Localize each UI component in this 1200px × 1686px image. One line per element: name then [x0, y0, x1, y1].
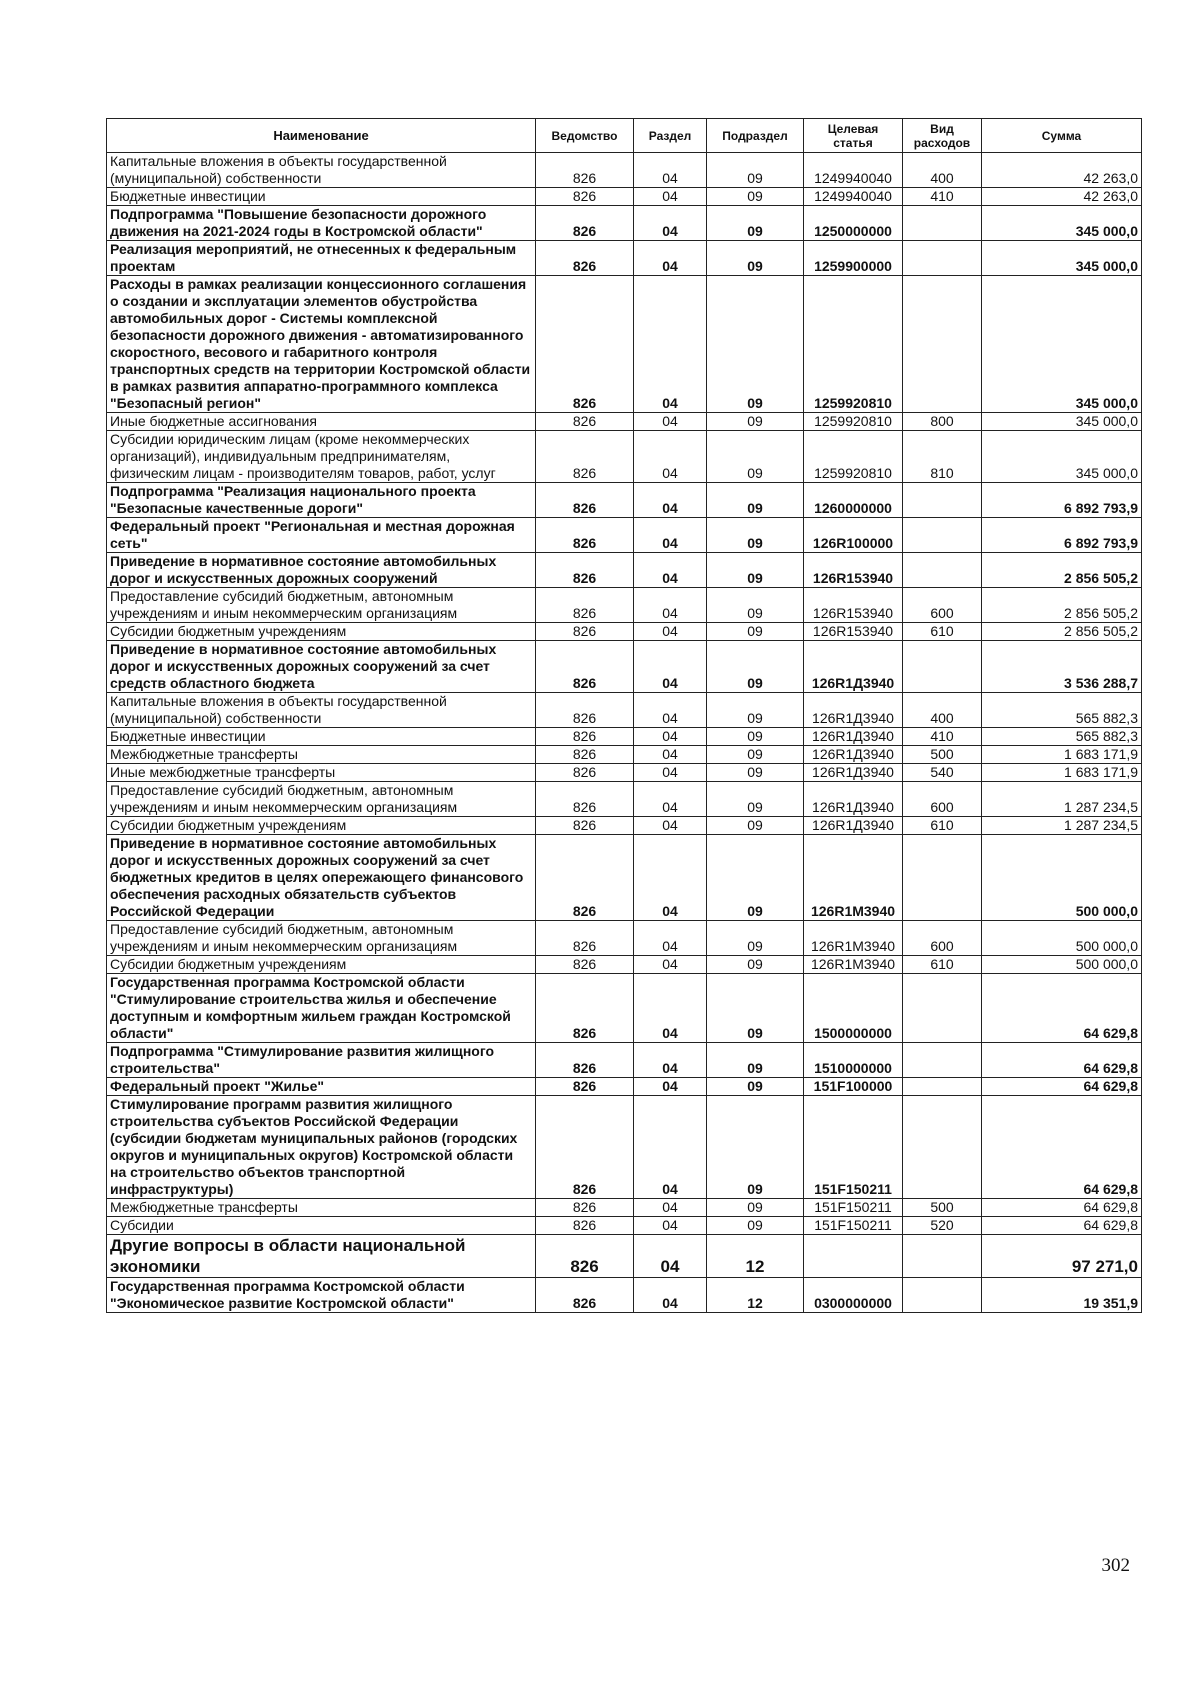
table-row [107, 241, 1142, 276]
row-subsection-cell: 12 [707, 1278, 804, 1313]
row-name-cell: Приведение в нормативное состояние автомобильных дорог и искусственных дорожных сооружений за счет средств областного бюджета [107, 641, 536, 693]
row-dept-cell: 826 [536, 153, 634, 188]
row-kind-cell [903, 518, 982, 553]
row-sum-cell: 345 000,0 [982, 241, 1142, 276]
table-row [107, 588, 1142, 623]
row-name-cell: Субсидии бюджетным учреждениям [107, 817, 536, 835]
row-target-cell: 1249940040 [804, 188, 903, 206]
row-name-cell: Приведение в нормативное состояние автомобильных дорог и искусственных дорожных сооружений за счет бюджетных кредитов в целях опережающего финансового обеспечения расходных обязательств субъектов Российской Федерации [107, 835, 536, 921]
row-dept-cell: 826 [536, 1217, 634, 1235]
row-dept-cell: 826 [536, 1078, 634, 1096]
row-sum-cell: 1 287 234,5 [982, 782, 1142, 817]
row-section-cell: 04 [634, 746, 707, 764]
row-dept-cell: 826 [536, 553, 634, 588]
row-subsection-cell: 09 [707, 553, 804, 588]
row-dept-cell: 826 [536, 746, 634, 764]
row-dept-cell: 826 [536, 764, 634, 782]
row-sum-cell: 64 629,8 [982, 974, 1142, 1043]
row-section-cell: 04 [634, 623, 707, 641]
row-dept-cell: 826 [536, 921, 634, 956]
row-kind-cell [903, 241, 982, 276]
row-sum-cell: 1 683 171,9 [982, 746, 1142, 764]
row-kind-cell [903, 1078, 982, 1096]
row-name-cell: Капитальные вложения в объекты государственной (муниципальной) собственности [107, 693, 536, 728]
row-kind-cell: 610 [903, 956, 982, 974]
row-target-cell: 126R1М3940 [804, 921, 903, 956]
row-section-cell: 04 [634, 518, 707, 553]
row-kind-cell: 500 [903, 1199, 982, 1217]
row-name-cell: Субсидии бюджетным учреждениям [107, 623, 536, 641]
row-dept-cell: 826 [536, 588, 634, 623]
row-name-cell: Государственная программа Костромской области "Стимулирование строительства жилья и обеспечение доступным и комфортным жильем граждан Костромской области" [107, 974, 536, 1043]
row-target-cell: 151F100000 [804, 1078, 903, 1096]
row-dept-cell: 826 [536, 956, 634, 974]
table-row [107, 956, 1142, 974]
row-sum-cell: 345 000,0 [982, 431, 1142, 483]
row-sum-cell: 500 000,0 [982, 835, 1142, 921]
table-row [107, 782, 1142, 817]
row-name-cell: Предоставление субсидий бюджетным, автономным учреждениям и иным некоммерческим организациям [107, 782, 536, 817]
row-target-cell: 0300000000 [804, 1278, 903, 1313]
row-sum-cell: 2 856 505,2 [982, 553, 1142, 588]
row-subsection-cell: 09 [707, 1199, 804, 1217]
row-sum-cell: 19 351,9 [982, 1278, 1142, 1313]
row-kind-cell [903, 276, 982, 413]
row-name-cell: Подпрограмма "Повышение безопасности дорожного движения на 2021-2024 годы в Костромской области" [107, 206, 536, 241]
row-target-cell: 1510000000 [804, 1043, 903, 1078]
row-section-cell: 04 [634, 974, 707, 1043]
row-target-cell: 1249940040 [804, 153, 903, 188]
row-target-cell: 151F150211 [804, 1217, 903, 1235]
row-target-cell: 1260000000 [804, 483, 903, 518]
table-header-row [107, 119, 1142, 153]
table-row [107, 974, 1142, 1043]
row-subsection-cell: 09 [707, 588, 804, 623]
row-sum-cell: 42 263,0 [982, 153, 1142, 188]
row-section-cell: 04 [634, 553, 707, 588]
table-body [107, 153, 1142, 1313]
row-kind-cell: 600 [903, 588, 982, 623]
row-kind-cell [903, 483, 982, 518]
row-dept-cell: 826 [536, 1235, 634, 1278]
row-dept-cell: 826 [536, 641, 634, 693]
row-name-cell: Федеральный проект "Жилье" [107, 1078, 536, 1096]
row-target-cell: 126R100000 [804, 518, 903, 553]
row-kind-cell: 610 [903, 817, 982, 835]
row-section-cell: 04 [634, 782, 707, 817]
row-subsection-cell: 12 [707, 1235, 804, 1278]
row-target-cell: 1259920810 [804, 276, 903, 413]
row-dept-cell: 826 [536, 1199, 634, 1217]
row-name-cell: Межбюджетные трансферты [107, 1199, 536, 1217]
row-kind-cell: 500 [903, 746, 982, 764]
row-sum-cell: 345 000,0 [982, 276, 1142, 413]
row-sum-cell: 64 629,8 [982, 1096, 1142, 1199]
header-dept: Ведомство [536, 119, 634, 153]
row-dept-cell: 826 [536, 974, 634, 1043]
row-subsection-cell: 09 [707, 276, 804, 413]
row-subsection-cell: 09 [707, 188, 804, 206]
row-subsection-cell: 09 [707, 1217, 804, 1235]
row-dept-cell: 826 [536, 835, 634, 921]
row-target-cell: 1259920810 [804, 431, 903, 483]
budget-table-container [106, 118, 1141, 1313]
row-dept-cell: 826 [536, 1096, 634, 1199]
row-dept-cell: 826 [536, 728, 634, 746]
row-subsection-cell: 09 [707, 518, 804, 553]
row-target-cell: 126R1М3940 [804, 956, 903, 974]
table-row [107, 835, 1142, 921]
row-subsection-cell: 09 [707, 746, 804, 764]
row-sum-cell: 345 000,0 [982, 413, 1142, 431]
row-sum-cell: 6 892 793,9 [982, 483, 1142, 518]
table-row [107, 1043, 1142, 1078]
table-row [107, 206, 1142, 241]
row-subsection-cell: 09 [707, 817, 804, 835]
row-subsection-cell: 09 [707, 921, 804, 956]
header-kind: Вид расходов [903, 119, 982, 153]
row-dept-cell: 826 [536, 518, 634, 553]
row-subsection-cell: 09 [707, 764, 804, 782]
row-subsection-cell: 09 [707, 241, 804, 276]
row-section-cell: 04 [634, 835, 707, 921]
row-subsection-cell: 09 [707, 835, 804, 921]
row-sum-cell: 565 882,3 [982, 728, 1142, 746]
row-section-cell: 04 [634, 188, 707, 206]
row-section-cell: 04 [634, 153, 707, 188]
row-name-cell: Иные бюджетные ассигнования [107, 413, 536, 431]
row-target-cell: 1259900000 [804, 241, 903, 276]
row-subsection-cell: 09 [707, 623, 804, 641]
row-name-cell: Стимулирование программ развития жилищного строительства субъектов Российской Федерации (субсидии бюджетам муниципальных районов (городских округов и муниципальных округов) Костромской области на строительство объектов транспортной инфраструктуры) [107, 1096, 536, 1199]
row-name-cell: Капитальные вложения в объекты государственной (муниципальной) собственности [107, 153, 536, 188]
row-target-cell: 126R1Д3940 [804, 746, 903, 764]
row-kind-cell [903, 1096, 982, 1199]
row-subsection-cell: 09 [707, 782, 804, 817]
header-subsection: Подраздел [707, 119, 804, 153]
row-kind-cell: 800 [903, 413, 982, 431]
row-target-cell: 126R1Д3940 [804, 728, 903, 746]
row-name-cell: Государственная программа Костромской области "Экономическое развитие Костромской области" [107, 1278, 536, 1313]
row-sum-cell: 2 856 505,2 [982, 623, 1142, 641]
row-target-cell: 151F150211 [804, 1096, 903, 1199]
row-name-cell: Предоставление субсидий бюджетным, автономным учреждениям и иным некоммерческим организациям [107, 588, 536, 623]
row-target-cell: 1500000000 [804, 974, 903, 1043]
row-sum-cell: 42 263,0 [982, 188, 1142, 206]
row-sum-cell: 64 629,8 [982, 1217, 1142, 1235]
row-sum-cell: 2 856 505,2 [982, 588, 1142, 623]
row-name-cell: Иные межбюджетные трансферты [107, 764, 536, 782]
table-row [107, 693, 1142, 728]
table-row [107, 746, 1142, 764]
row-section-cell: 04 [634, 1078, 707, 1096]
table-row [107, 1235, 1142, 1278]
row-dept-cell: 826 [536, 188, 634, 206]
row-sum-cell: 64 629,8 [982, 1199, 1142, 1217]
row-dept-cell: 826 [536, 693, 634, 728]
header-sum: Сумма [982, 119, 1142, 153]
table-row [107, 764, 1142, 782]
row-sum-cell: 64 629,8 [982, 1078, 1142, 1096]
row-dept-cell: 826 [536, 782, 634, 817]
table-row [107, 153, 1142, 188]
row-kind-cell: 810 [903, 431, 982, 483]
row-kind-cell: 540 [903, 764, 982, 782]
row-sum-cell: 3 536 288,7 [982, 641, 1142, 693]
table-row [107, 1078, 1142, 1096]
row-section-cell: 04 [634, 728, 707, 746]
row-target-cell: 126R153940 [804, 588, 903, 623]
row-name-cell: Бюджетные инвестиции [107, 188, 536, 206]
row-target-cell: 126R1Д3940 [804, 764, 903, 782]
row-section-cell: 04 [634, 1043, 707, 1078]
row-dept-cell: 826 [536, 483, 634, 518]
row-target-cell: 126R1Д3940 [804, 693, 903, 728]
row-section-cell: 04 [634, 276, 707, 413]
table-row [107, 413, 1142, 431]
row-sum-cell: 97 271,0 [982, 1235, 1142, 1278]
row-section-cell: 04 [634, 206, 707, 241]
row-dept-cell: 826 [536, 1278, 634, 1313]
row-name-cell: Субсидии [107, 1217, 536, 1235]
table-row [107, 483, 1142, 518]
row-section-cell: 04 [634, 483, 707, 518]
table-row [107, 921, 1142, 956]
row-subsection-cell: 09 [707, 1078, 804, 1096]
row-name-cell: Федеральный проект "Региональная и местная дорожная сеть" [107, 518, 536, 553]
row-kind-cell [903, 1235, 982, 1278]
row-subsection-cell: 09 [707, 413, 804, 431]
row-target-cell [804, 1235, 903, 1278]
row-dept-cell: 826 [536, 276, 634, 413]
row-target-cell: 126R1М3940 [804, 835, 903, 921]
row-name-cell: Предоставление субсидий бюджетным, автономным учреждениям и иным некоммерческим организациям [107, 921, 536, 956]
table-row [107, 641, 1142, 693]
row-sum-cell: 6 892 793,9 [982, 518, 1142, 553]
row-section-cell: 04 [634, 413, 707, 431]
row-section-cell: 04 [634, 956, 707, 974]
budget-table [106, 118, 1142, 1313]
row-name-cell: Приведение в нормативное состояние автомобильных дорог и искусственных дорожных сооружений [107, 553, 536, 588]
row-sum-cell: 1 287 234,5 [982, 817, 1142, 835]
row-kind-cell: 610 [903, 623, 982, 641]
row-subsection-cell: 09 [707, 431, 804, 483]
row-target-cell: 1250000000 [804, 206, 903, 241]
row-kind-cell: 600 [903, 782, 982, 817]
row-sum-cell: 500 000,0 [982, 921, 1142, 956]
table-row [107, 431, 1142, 483]
row-kind-cell [903, 206, 982, 241]
row-name-cell: Межбюджетные трансферты [107, 746, 536, 764]
page-number: 302 [1101, 1555, 1130, 1576]
table-row [107, 728, 1142, 746]
row-dept-cell: 826 [536, 206, 634, 241]
row-subsection-cell: 09 [707, 206, 804, 241]
row-section-cell: 04 [634, 241, 707, 276]
header-section: Раздел [634, 119, 707, 153]
row-section-cell: 04 [634, 1199, 707, 1217]
row-subsection-cell: 09 [707, 728, 804, 746]
row-dept-cell: 826 [536, 623, 634, 641]
row-sum-cell: 565 882,3 [982, 693, 1142, 728]
row-subsection-cell: 09 [707, 956, 804, 974]
row-dept-cell: 826 [536, 241, 634, 276]
row-section-cell: 04 [634, 817, 707, 835]
row-subsection-cell: 09 [707, 1043, 804, 1078]
row-subsection-cell: 09 [707, 974, 804, 1043]
table-row [107, 1199, 1142, 1217]
row-section-cell: 04 [634, 1217, 707, 1235]
row-kind-cell [903, 1043, 982, 1078]
row-kind-cell [903, 553, 982, 588]
row-name-cell: Субсидии бюджетным учреждениям [107, 956, 536, 974]
header-target: Целевая статья [804, 119, 903, 153]
row-dept-cell: 826 [536, 431, 634, 483]
table-row [107, 1217, 1142, 1235]
row-section-cell: 04 [634, 764, 707, 782]
row-target-cell: 126R1Д3940 [804, 641, 903, 693]
row-name-cell: Бюджетные инвестиции [107, 728, 536, 746]
row-section-cell: 04 [634, 431, 707, 483]
row-kind-cell: 400 [903, 693, 982, 728]
row-kind-cell [903, 835, 982, 921]
row-kind-cell [903, 1278, 982, 1313]
row-kind-cell: 600 [903, 921, 982, 956]
row-kind-cell: 400 [903, 153, 982, 188]
table-row [107, 817, 1142, 835]
header-name: Наименование [107, 119, 536, 153]
row-section-cell: 04 [634, 921, 707, 956]
row-section-cell: 04 [634, 1235, 707, 1278]
row-dept-cell: 826 [536, 413, 634, 431]
row-target-cell: 126R1Д3940 [804, 817, 903, 835]
row-subsection-cell: 09 [707, 693, 804, 728]
row-kind-cell: 520 [903, 1217, 982, 1235]
table-row [107, 553, 1142, 588]
row-kind-cell: 410 [903, 188, 982, 206]
row-subsection-cell: 09 [707, 483, 804, 518]
row-target-cell: 126R153940 [804, 623, 903, 641]
row-section-cell: 04 [634, 641, 707, 693]
row-section-cell: 04 [634, 693, 707, 728]
row-name-cell: Реализация мероприятий, не отнесенных к федеральным проектам [107, 241, 536, 276]
row-section-cell: 04 [634, 1096, 707, 1199]
row-subsection-cell: 09 [707, 1096, 804, 1199]
row-section-cell: 04 [634, 1278, 707, 1313]
row-target-cell: 126R1Д3940 [804, 782, 903, 817]
row-name-cell: Субсидии юридическим лицам (кроме некоммерческих организаций), индивидуальным предпринимателям, физическим лицам - производителям товаров, работ, услуг [107, 431, 536, 483]
row-name-cell: Подпрограмма "Стимулирование развития жилищного строительства" [107, 1043, 536, 1078]
row-sum-cell: 64 629,8 [982, 1043, 1142, 1078]
row-name-cell: Подпрограмма "Реализация национального проекта "Безопасные качественные дороги" [107, 483, 536, 518]
table-row [107, 623, 1142, 641]
row-subsection-cell: 09 [707, 641, 804, 693]
row-section-cell: 04 [634, 588, 707, 623]
row-target-cell: 126R153940 [804, 553, 903, 588]
row-dept-cell: 826 [536, 817, 634, 835]
table-row [107, 1096, 1142, 1199]
row-subsection-cell: 09 [707, 153, 804, 188]
table-row [107, 188, 1142, 206]
row-kind-cell: 410 [903, 728, 982, 746]
row-name-cell: Другие вопросы в области национальной экономики [107, 1235, 536, 1278]
row-target-cell: 1259920810 [804, 413, 903, 431]
row-sum-cell: 1 683 171,9 [982, 764, 1142, 782]
table-row [107, 276, 1142, 413]
row-kind-cell [903, 641, 982, 693]
row-target-cell: 151F150211 [804, 1199, 903, 1217]
row-sum-cell: 500 000,0 [982, 956, 1142, 974]
row-name-cell: Расходы в рамках реализации концессионного соглашения о создании и эксплуатации элементов обустройства автомобильных дорог - Системы комплексной безопасности дорожного движения - автоматизированного скоростного, весового и габаритного контроля транспортных средств на территории Костромской области в рамках развития аппаратно-программного комплекса "Безопасный регион" [107, 276, 536, 413]
table-row [107, 518, 1142, 553]
row-sum-cell: 345 000,0 [982, 206, 1142, 241]
row-kind-cell [903, 974, 982, 1043]
row-dept-cell: 826 [536, 1043, 634, 1078]
table-row [107, 1278, 1142, 1313]
